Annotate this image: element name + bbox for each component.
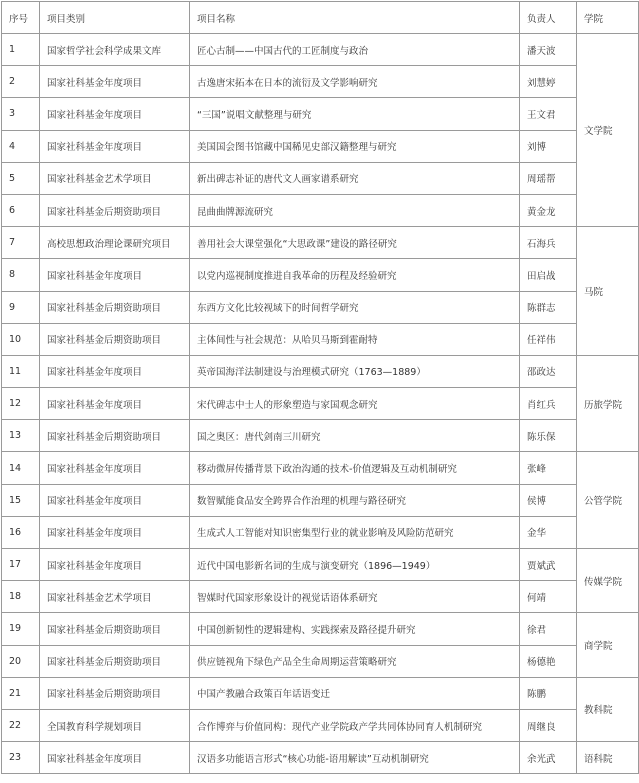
cell-project-name: 新出碑志补证的唐代文人画家谱系研究 [190, 162, 520, 194]
cell-category: 国家社科基金年度项目 [40, 259, 190, 291]
cell-department: 公管学院 [577, 452, 639, 549]
cell-leader: 陈鹏 [520, 677, 577, 709]
cell-category: 国家社科基金年度项目 [40, 516, 190, 548]
cell-leader: 杨德艳 [520, 645, 577, 677]
cell-project-name: 汉语多功能语言形式“核心功能-语用解读”互动机制研究 [190, 742, 520, 774]
cell-index: 17 [2, 549, 40, 581]
table-row [2, 130, 639, 162]
cell-project-name: 数智赋能食品安全跨界合作治理的机理与路径研究 [190, 484, 520, 516]
cell-category: 国家社科基金后期资助项目 [40, 291, 190, 323]
cell-category: 国家社科基金年度项目 [40, 549, 190, 581]
cell-project-name: 以党内巡视制度推进自我革命的历程及经验研究 [190, 259, 520, 291]
table-row [2, 677, 639, 709]
cell-index: 4 [2, 130, 40, 162]
table-row [2, 613, 639, 645]
table-row [2, 259, 639, 291]
table-row [2, 291, 639, 323]
cell-index: 6 [2, 194, 40, 226]
cell-index: 13 [2, 420, 40, 452]
table-row [2, 549, 639, 581]
cell-project-name: 中国创新韧性的逻辑建构、实践探索及路径提升研究 [190, 613, 520, 645]
cell-index: 15 [2, 484, 40, 516]
table-row [2, 645, 639, 677]
cell-index: 22 [2, 709, 40, 741]
cell-leader: 肖红兵 [520, 388, 577, 420]
cell-department: 马院 [577, 227, 639, 356]
cell-leader: 王文君 [520, 98, 577, 130]
cell-category: 全国教育科学规划项目 [40, 709, 190, 741]
cell-department: 历旅学院 [577, 355, 639, 452]
cell-leader: 田启战 [520, 259, 577, 291]
cell-project-name: 智媒时代国家形象设计的视觉话语体系研究 [190, 581, 520, 613]
cell-category: 高校思想政治理论课研究项目 [40, 227, 190, 259]
cell-index: 2 [2, 66, 40, 98]
cell-leader: 余光武 [520, 742, 577, 774]
cell-category: 国家社科基金年度项目 [40, 452, 190, 484]
table-body [2, 34, 639, 774]
table-row [2, 98, 639, 130]
header-leader: 负责人 [520, 2, 577, 34]
table-row [2, 742, 639, 774]
cell-category: 国家社科基金后期资助项目 [40, 677, 190, 709]
table-row [2, 355, 639, 387]
table-row [2, 34, 639, 66]
cell-category: 国家社科基金年度项目 [40, 388, 190, 420]
table-row [2, 388, 639, 420]
header-category: 项目类别 [40, 2, 190, 34]
header-index: 序号 [2, 2, 40, 34]
cell-department: 语科院 [577, 742, 639, 774]
cell-category: 国家社科基金年度项目 [40, 130, 190, 162]
table-row [2, 162, 639, 194]
cell-category: 国家社科基金后期资助项目 [40, 323, 190, 355]
cell-project-name: 美国国会图书馆藏中国稀见史部汉籍整理与研究 [190, 130, 520, 162]
cell-project-name: 善用社会大课堂强化“大思政课”建设的路径研究 [190, 227, 520, 259]
cell-leader: 侯博 [520, 484, 577, 516]
header-row [2, 2, 639, 34]
cell-project-name: 生成式人工智能对知识密集型行业的就业影响及风险防范研究 [190, 516, 520, 548]
cell-project-name: 合作博弈与价值同构：现代产业学院政产学共同体协同育人机制研究 [190, 709, 520, 741]
cell-project-name: 中国产教融合政策百年话语变迁 [190, 677, 520, 709]
cell-index: 21 [2, 677, 40, 709]
cell-leader: 邵政达 [520, 355, 577, 387]
cell-leader: 石海兵 [520, 227, 577, 259]
cell-project-name: 英帝国海洋法制建设与治理模式研究（1763—1889） [190, 355, 520, 387]
cell-category: 国家社科基金后期资助项目 [40, 420, 190, 452]
cell-department: 教科院 [577, 677, 639, 741]
cell-leader: 任祥伟 [520, 323, 577, 355]
cell-leader: 黄金龙 [520, 194, 577, 226]
cell-index: 3 [2, 98, 40, 130]
table-row [2, 194, 639, 226]
cell-index: 7 [2, 227, 40, 259]
table-row [2, 227, 639, 259]
header-project-name: 项目名称 [190, 2, 520, 34]
cell-index: 8 [2, 259, 40, 291]
cell-project-name: “三国”说唱文献整理与研究 [190, 98, 520, 130]
table-row [2, 581, 639, 613]
cell-category: 国家社科基金艺术学项目 [40, 581, 190, 613]
header-department: 学院 [577, 2, 639, 34]
cell-department: 传媒学院 [577, 549, 639, 613]
cell-category: 国家社科基金年度项目 [40, 742, 190, 774]
cell-department: 文学院 [577, 34, 639, 227]
cell-project-name: 匠心古制——中国古代的工匠制度与政治 [190, 34, 520, 66]
cell-category: 国家哲学社会科学成果文库 [40, 34, 190, 66]
cell-category: 国家社科基金年度项目 [40, 66, 190, 98]
cell-project-name: 昆曲曲牌源流研究 [190, 194, 520, 226]
cell-leader: 徐君 [520, 613, 577, 645]
cell-category: 国家社科基金年度项目 [40, 355, 190, 387]
cell-department: 商学院 [577, 613, 639, 677]
cell-leader: 张峰 [520, 452, 577, 484]
cell-leader: 刘慧婷 [520, 66, 577, 98]
cell-project-name: 国之奥区：唐代剑南三川研究 [190, 420, 520, 452]
cell-leader: 潘天波 [520, 34, 577, 66]
cell-project-name: 供应链视角下绿色产品全生命周期运营策略研究 [190, 645, 520, 677]
cell-project-name: 古逸唐宋拓本在日本的流衍及文学影响研究 [190, 66, 520, 98]
cell-project-name: 主体间性与社会规范：从哈贝马斯到霍耐特 [190, 323, 520, 355]
cell-index: 5 [2, 162, 40, 194]
cell-project-name: 宋代碑志中士人的形象塑造与家国观念研究 [190, 388, 520, 420]
cell-leader: 贾斌武 [520, 549, 577, 581]
cell-index: 16 [2, 516, 40, 548]
cell-index: 23 [2, 742, 40, 774]
projects-table [1, 1, 639, 774]
cell-index: 11 [2, 355, 40, 387]
cell-project-name: 移动微屏传播背景下政治沟通的技术-价值逻辑及互动机制研究 [190, 452, 520, 484]
cell-project-name: 东西方文化比较视域下的时间哲学研究 [190, 291, 520, 323]
cell-leader: 刘博 [520, 130, 577, 162]
cell-category: 国家社科基金年度项目 [40, 98, 190, 130]
cell-leader: 金华 [520, 516, 577, 548]
table-row [2, 452, 639, 484]
cell-leader: 何靖 [520, 581, 577, 613]
cell-leader: 周瑶帮 [520, 162, 577, 194]
cell-index: 12 [2, 388, 40, 420]
cell-index: 18 [2, 581, 40, 613]
table-row [2, 323, 639, 355]
table-row [2, 420, 639, 452]
table-row [2, 484, 639, 516]
cell-project-name: 近代中国电影新名词的生成与演变研究（1896—1949） [190, 549, 520, 581]
table-row [2, 516, 639, 548]
cell-index: 9 [2, 291, 40, 323]
cell-index: 14 [2, 452, 40, 484]
cell-leader: 陈乐保 [520, 420, 577, 452]
cell-index: 1 [2, 34, 40, 66]
cell-category: 国家社科基金后期资助项目 [40, 194, 190, 226]
cell-category: 国家社科基金年度项目 [40, 484, 190, 516]
table-row [2, 709, 639, 741]
cell-category: 国家社科基金艺术学项目 [40, 162, 190, 194]
cell-leader: 陈群志 [520, 291, 577, 323]
table-row [2, 66, 639, 98]
cell-leader: 周继良 [520, 709, 577, 741]
cell-index: 20 [2, 645, 40, 677]
cell-category: 国家社科基金后期资助项目 [40, 613, 190, 645]
cell-index: 10 [2, 323, 40, 355]
cell-index: 19 [2, 613, 40, 645]
cell-category: 国家社科基金后期资助项目 [40, 645, 190, 677]
